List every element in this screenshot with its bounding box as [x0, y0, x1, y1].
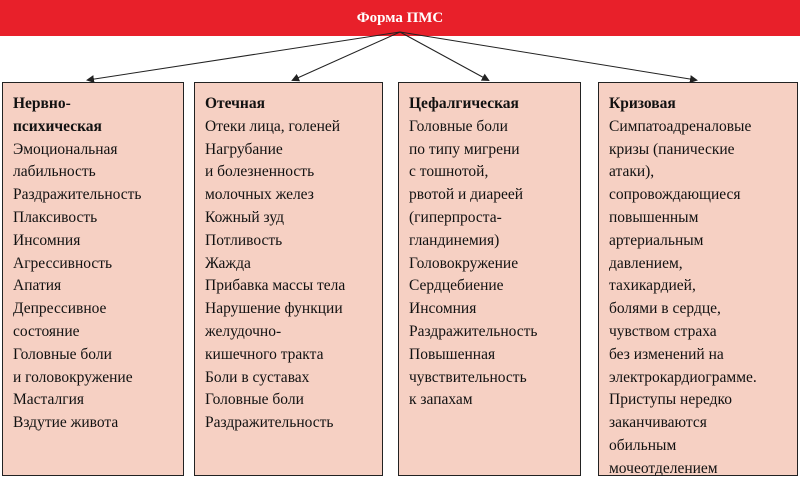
column-text-line: Инсомния	[409, 300, 477, 318]
column-text-line: Симпатоадреналовые	[609, 117, 752, 135]
column-text-line: давлением,	[609, 254, 683, 272]
column-text-line: атаки),	[609, 163, 655, 181]
column-text-line: Нагрубание	[205, 140, 283, 158]
column-text-line: Масталгия	[13, 391, 85, 409]
column-text-line: Раздражительность	[205, 414, 334, 432]
column-text-line: Кожный зуд	[205, 208, 284, 226]
column-text-line: артериальным	[609, 231, 704, 249]
column-title-line: Цефалгическая	[409, 95, 519, 112]
column-text-line: Потливость	[205, 231, 283, 249]
column-text-line: тахикардией,	[609, 277, 696, 295]
column-text-line: рвотой и диареей	[409, 186, 524, 204]
column-text-line: Депрессивное	[13, 300, 107, 318]
column-text-line: Сердцебиение	[409, 277, 504, 295]
column-text-line: гландинемия)	[409, 231, 500, 249]
column-text-line: Эмоциональная	[13, 140, 118, 158]
column-text-line: (гиперпроста-	[409, 208, 502, 226]
column-text-line: Головные боли	[409, 117, 508, 135]
column-text-line: чувством страха	[609, 322, 717, 340]
column-text-line: Раздражительность	[409, 322, 538, 340]
arrow-to-column-2	[293, 32, 400, 80]
column-text-line: сопровождающиеся	[609, 186, 741, 204]
column-text-line: Повышенная	[409, 345, 496, 363]
column-text-line: и болезненность	[205, 163, 315, 181]
column-text-line: повышенным	[609, 208, 699, 226]
column-text-line: состояние	[13, 322, 80, 340]
column-text-line: Приступы нередко	[609, 391, 733, 409]
form-column-neuropsychic	[2, 82, 184, 476]
column-text-line: Отеки лица, голеней	[205, 117, 341, 135]
column-text-line: Вздутие живота	[13, 414, 119, 432]
form-column-cephalgic	[398, 82, 581, 476]
column-text-line: болями в сердце,	[609, 300, 721, 318]
column-text-line: Инсомния	[13, 231, 81, 249]
column-text-line: Апатия	[13, 277, 62, 295]
column-text-line: и головокружение	[13, 368, 133, 386]
column-text-line: Нарушение функции	[205, 300, 343, 318]
column-text-line: Прибавка массы тела	[205, 277, 346, 295]
column-title-line: Отечная	[205, 95, 265, 112]
connector-arrows	[0, 0, 800, 90]
column-text-line: обильным	[609, 436, 677, 454]
diagram-title: Форма ПМС	[356, 9, 444, 26]
form-column-edematous	[194, 82, 383, 476]
column-text-line: мочеотделением	[609, 459, 718, 477]
column-text-line: Плаксивость	[13, 208, 98, 226]
column-text-line: молочных желез	[205, 186, 314, 204]
column-text-line: Жажда	[205, 254, 251, 272]
arrow-to-column-1	[88, 32, 400, 80]
column-text-line: по типу мигрени	[409, 140, 520, 158]
column-title-line: психическая	[13, 117, 102, 135]
column-text-line: Головокружение	[409, 254, 519, 272]
column-text-line: желудочно-	[205, 322, 282, 340]
column-text-line: кризы (панические	[609, 140, 735, 158]
column-title-line: Кризовая	[609, 95, 676, 112]
column-text-line: лабильность	[13, 163, 96, 181]
column-text-line: Головные боли	[13, 345, 112, 363]
column-text-line: заканчиваются	[609, 414, 707, 432]
column-text-line: электрокардиограмме.	[609, 368, 757, 386]
column-text-line: Агрессивность	[13, 254, 113, 272]
form-column-crisis	[598, 82, 798, 476]
column-text-line: чувствительность	[409, 368, 527, 386]
column-text-line: Боли в суставах	[205, 368, 310, 386]
column-text-line: Головные боли	[205, 391, 304, 409]
column-text-line: Раздражительность	[13, 186, 142, 204]
column-text-line: без изменений на	[609, 345, 724, 363]
column-text-line: кишечного тракта	[205, 345, 324, 363]
column-title-line: Нервно-	[13, 95, 71, 112]
column-text-line: к запахам	[409, 391, 473, 409]
column-text-line: с тошнотой,	[409, 163, 489, 181]
